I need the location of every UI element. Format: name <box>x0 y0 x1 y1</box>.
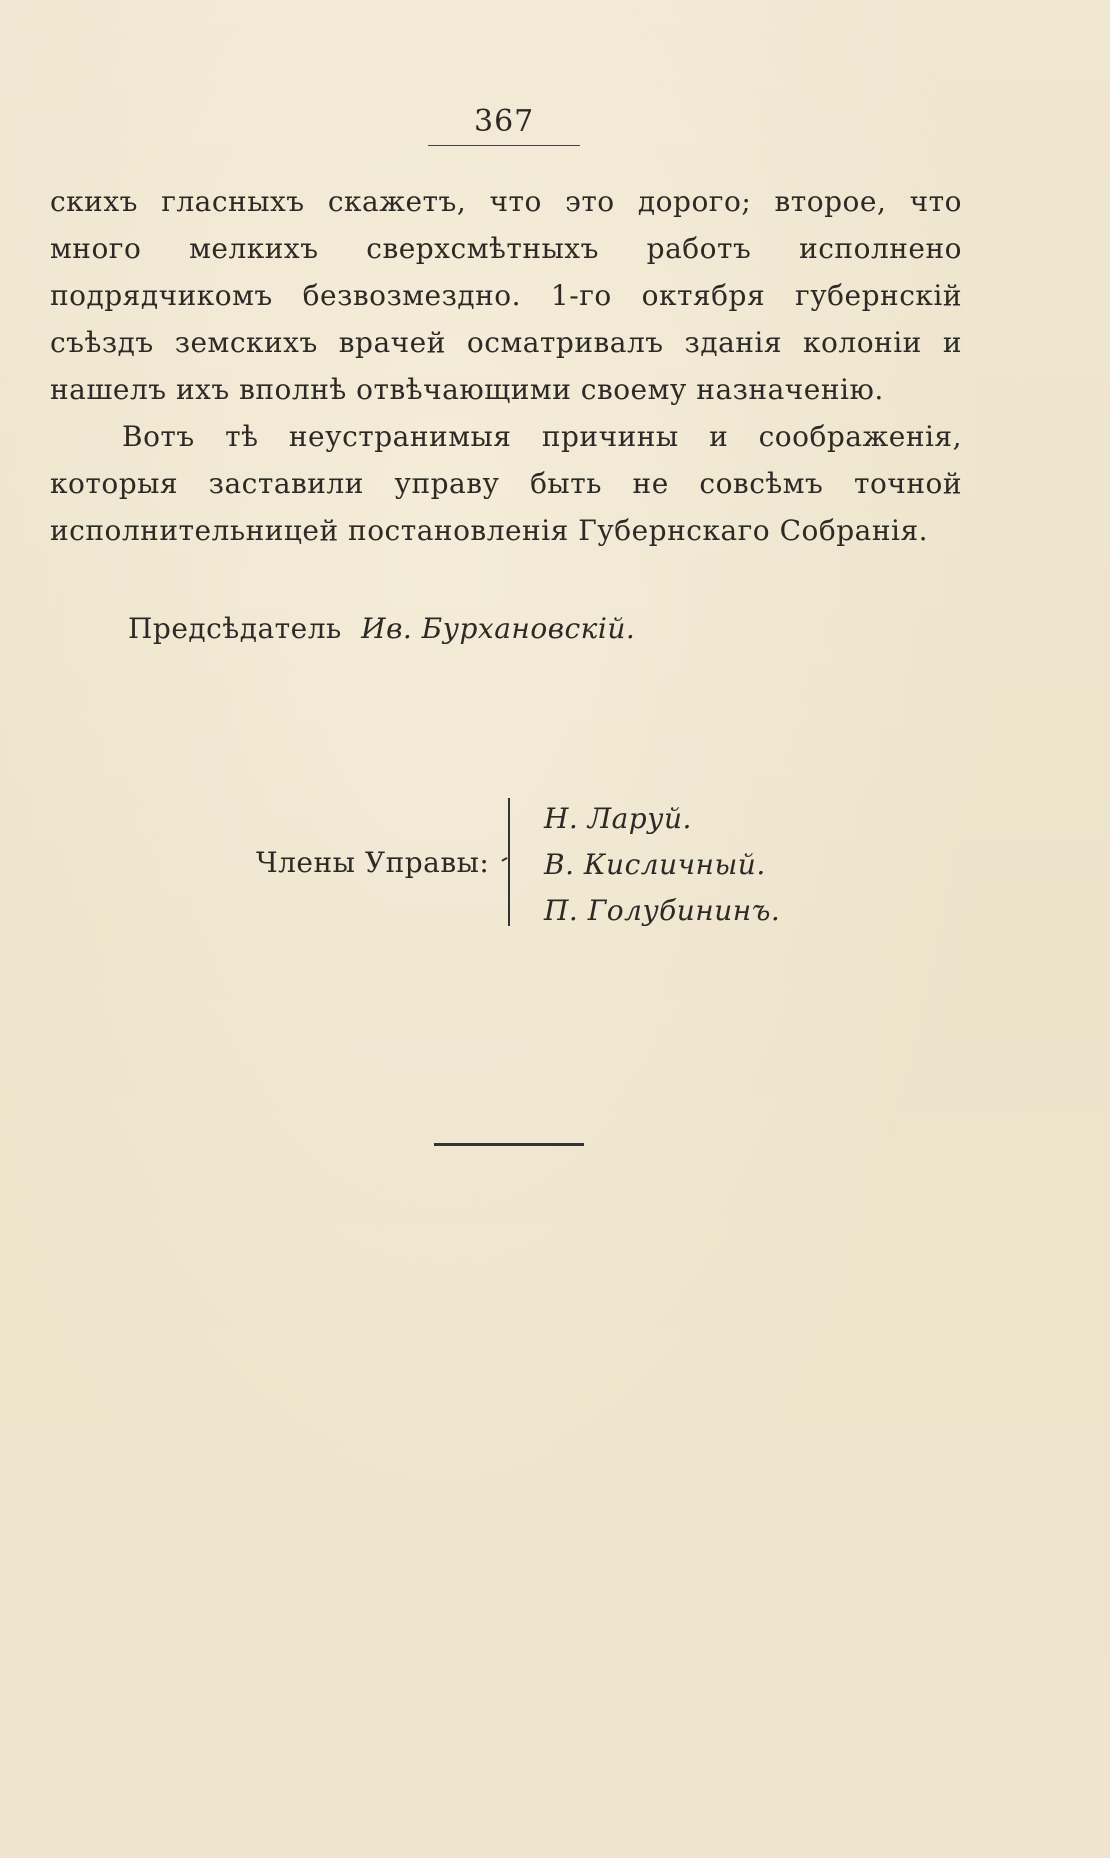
chair-name: Ив. Бурхановскій. <box>361 612 636 645</box>
chair-title: Предсѣдатель <box>128 612 342 645</box>
members-brace <box>508 798 520 926</box>
members-label: Члены Управы: <box>256 846 490 879</box>
members-list <box>544 796 780 934</box>
end-rule <box>434 1143 584 1146</box>
member-name: П. Голубининъ. <box>544 894 781 927</box>
chair-signature <box>128 612 635 645</box>
member-name: Н. Ларуй. <box>544 802 692 835</box>
page-number-rule <box>428 145 580 146</box>
paragraph-reasons: Вотъ тѣ неустранимыя причины и соображенія, которыя заставили управу быть не совсѣмъ точной исполнительницей постановленія Губернскаго Собранія. <box>50 420 962 547</box>
body-text <box>50 178 962 554</box>
paragraph-continued: скихъ гласныхъ скажетъ, что это дорого; второе, что много мелкихъ сверхсмѣтныхъ работъ исполнено подрядчикомъ безвозмездно. 1-го октября губернскій съѣздъ земскихъ врачей осматривалъ зданія колоніи и нашелъ ихъ вполнѣ отвѣчающими своему назначенію. <box>50 185 962 406</box>
member-name: В. Кисличный. <box>544 848 766 881</box>
page-number: 367 <box>474 104 535 139</box>
